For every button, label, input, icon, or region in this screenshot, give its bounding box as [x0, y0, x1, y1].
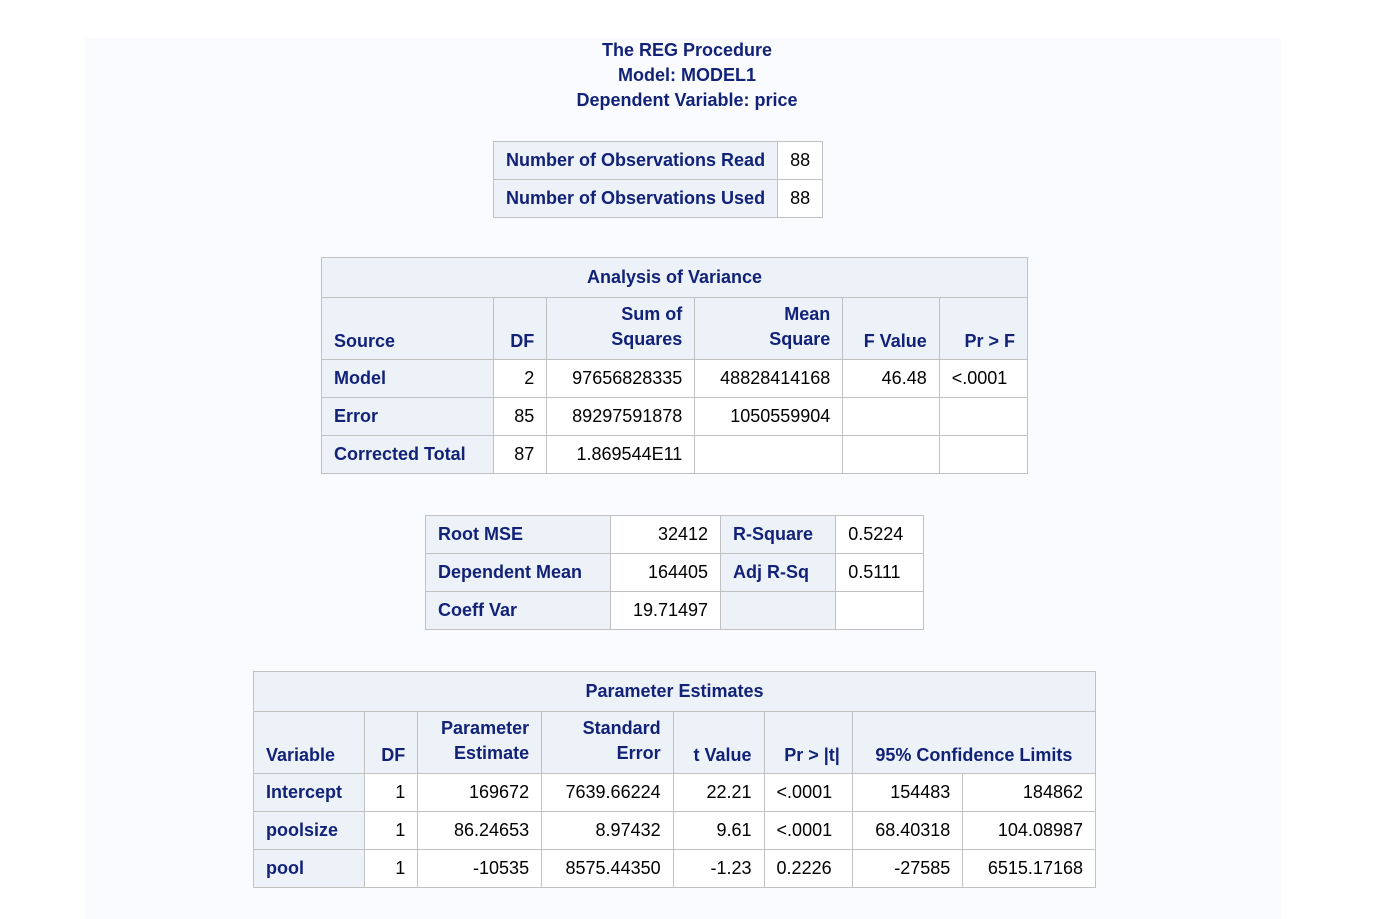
ms-cell: 48828414168	[695, 360, 843, 398]
table-caption-row	[254, 672, 1096, 712]
p-cell	[939, 436, 1027, 474]
source-cell: Error	[322, 398, 494, 436]
f-cell	[843, 398, 939, 436]
header-se-line2: Error	[616, 743, 661, 763]
observations-table	[493, 141, 823, 218]
fit-value: 19.71497	[611, 592, 721, 630]
obs-read-value: 88	[778, 142, 823, 180]
table-row	[254, 850, 1096, 888]
table-header-row	[322, 298, 1028, 360]
upper-limit-cell: 104.08987	[963, 812, 1096, 850]
fit-value: 0.5224	[836, 516, 924, 554]
table-row	[254, 774, 1096, 812]
df-cell: 1	[364, 812, 418, 850]
header-pr-t: Pr > |t|	[764, 712, 852, 774]
header-df: DF	[364, 712, 418, 774]
table-row	[254, 812, 1096, 850]
header-se-line1: Standard	[582, 718, 661, 738]
header-ss-line1: Sum of	[621, 304, 683, 324]
header-est-line1: Parameter	[441, 718, 530, 738]
std-error-cell: 8.97432	[542, 812, 674, 850]
obs-read-label: Number of Observations Read	[494, 142, 778, 180]
estimate-cell: -10535	[418, 850, 542, 888]
fit-statistics-table	[425, 515, 924, 630]
obs-used-value: 88	[778, 180, 823, 218]
ms-cell	[695, 436, 843, 474]
model-title: Model: MODEL1	[618, 65, 756, 85]
df-cell: 85	[493, 398, 547, 436]
t-value-cell: -1.23	[673, 850, 764, 888]
table-row	[322, 398, 1028, 436]
variable-cell: pool	[254, 850, 365, 888]
parameter-estimates-table	[253, 671, 1096, 888]
std-error-cell: 8575.44350	[542, 850, 674, 888]
estimate-cell: 86.24653	[418, 812, 542, 850]
header-mean-square	[695, 298, 843, 360]
upper-limit-cell: 6515.17168	[963, 850, 1096, 888]
f-cell: 46.48	[843, 360, 939, 398]
variable-cell: poolsize	[254, 812, 365, 850]
fit-value: 0.5111	[836, 554, 924, 592]
ss-cell: 97656828335	[547, 360, 695, 398]
fit-label: Adj R-Sq	[721, 554, 836, 592]
p-cell: <.0001	[939, 360, 1027, 398]
df-cell: 2	[493, 360, 547, 398]
table-row	[426, 554, 924, 592]
table-caption-row	[322, 258, 1028, 298]
df-cell: 87	[493, 436, 547, 474]
lower-limit-cell: 154483	[852, 774, 963, 812]
df-cell: 1	[364, 774, 418, 812]
fit-label	[721, 592, 836, 630]
header-parameter-estimate	[418, 712, 542, 774]
table-row	[494, 180, 823, 218]
source-cell: Corrected Total	[322, 436, 494, 474]
ss-cell: 89297591878	[547, 398, 695, 436]
fit-value: 164405	[611, 554, 721, 592]
f-cell	[843, 436, 939, 474]
ss-cell: 1.869544E11	[547, 436, 695, 474]
table-row	[426, 592, 924, 630]
anova-table	[321, 257, 1028, 474]
t-value-cell: 22.21	[673, 774, 764, 812]
header-pr-f: Pr > F	[939, 298, 1027, 360]
p-cell	[939, 398, 1027, 436]
header-est-line2: Estimate	[454, 743, 530, 763]
fit-label: Root MSE	[426, 516, 611, 554]
header-df: DF	[493, 298, 547, 360]
header-standard-error	[542, 712, 674, 774]
procedure-title: The REG Procedure	[601, 40, 773, 60]
header-source: Source	[322, 298, 494, 360]
fit-value	[836, 592, 924, 630]
fit-value: 32412	[611, 516, 721, 554]
lower-limit-cell: -27585	[852, 850, 963, 888]
table-header-row	[254, 712, 1096, 774]
params-caption: Parameter Estimates	[254, 672, 1096, 712]
header-t-value: t Value	[673, 712, 764, 774]
std-error-cell: 7639.66224	[542, 774, 674, 812]
source-cell: Model	[322, 360, 494, 398]
header-confidence-limits: 95% Confidence Limits	[852, 712, 1095, 774]
header-sum-of-squares	[547, 298, 695, 360]
p-value-cell: <.0001	[764, 812, 852, 850]
t-value-cell: 9.61	[673, 812, 764, 850]
fit-label: R-Square	[721, 516, 836, 554]
df-cell: 1	[364, 850, 418, 888]
p-value-cell: 0.2226	[764, 850, 852, 888]
header-ss-line2: Squares	[611, 329, 683, 349]
header-variable: Variable	[254, 712, 365, 774]
header-ms-line2: Square	[769, 329, 831, 349]
fit-label: Coeff Var	[426, 592, 611, 630]
header-ms-line1: Mean	[784, 304, 831, 324]
estimate-cell: 169672	[418, 774, 542, 812]
lower-limit-cell: 68.40318	[852, 812, 963, 850]
dependent-variable-title: Dependent Variable: price	[576, 90, 798, 110]
upper-limit-cell: 184862	[963, 774, 1096, 812]
obs-used-label: Number of Observations Used	[494, 180, 778, 218]
output-titles	[0, 38, 1374, 113]
table-row	[426, 516, 924, 554]
anova-caption: Analysis of Variance	[322, 258, 1028, 298]
table-row	[494, 142, 823, 180]
table-row	[322, 436, 1028, 474]
variable-cell: Intercept	[254, 774, 365, 812]
fit-label: Dependent Mean	[426, 554, 611, 592]
p-value-cell: <.0001	[764, 774, 852, 812]
header-f-value: F Value	[843, 298, 939, 360]
table-row	[322, 360, 1028, 398]
ms-cell: 1050559904	[695, 398, 843, 436]
